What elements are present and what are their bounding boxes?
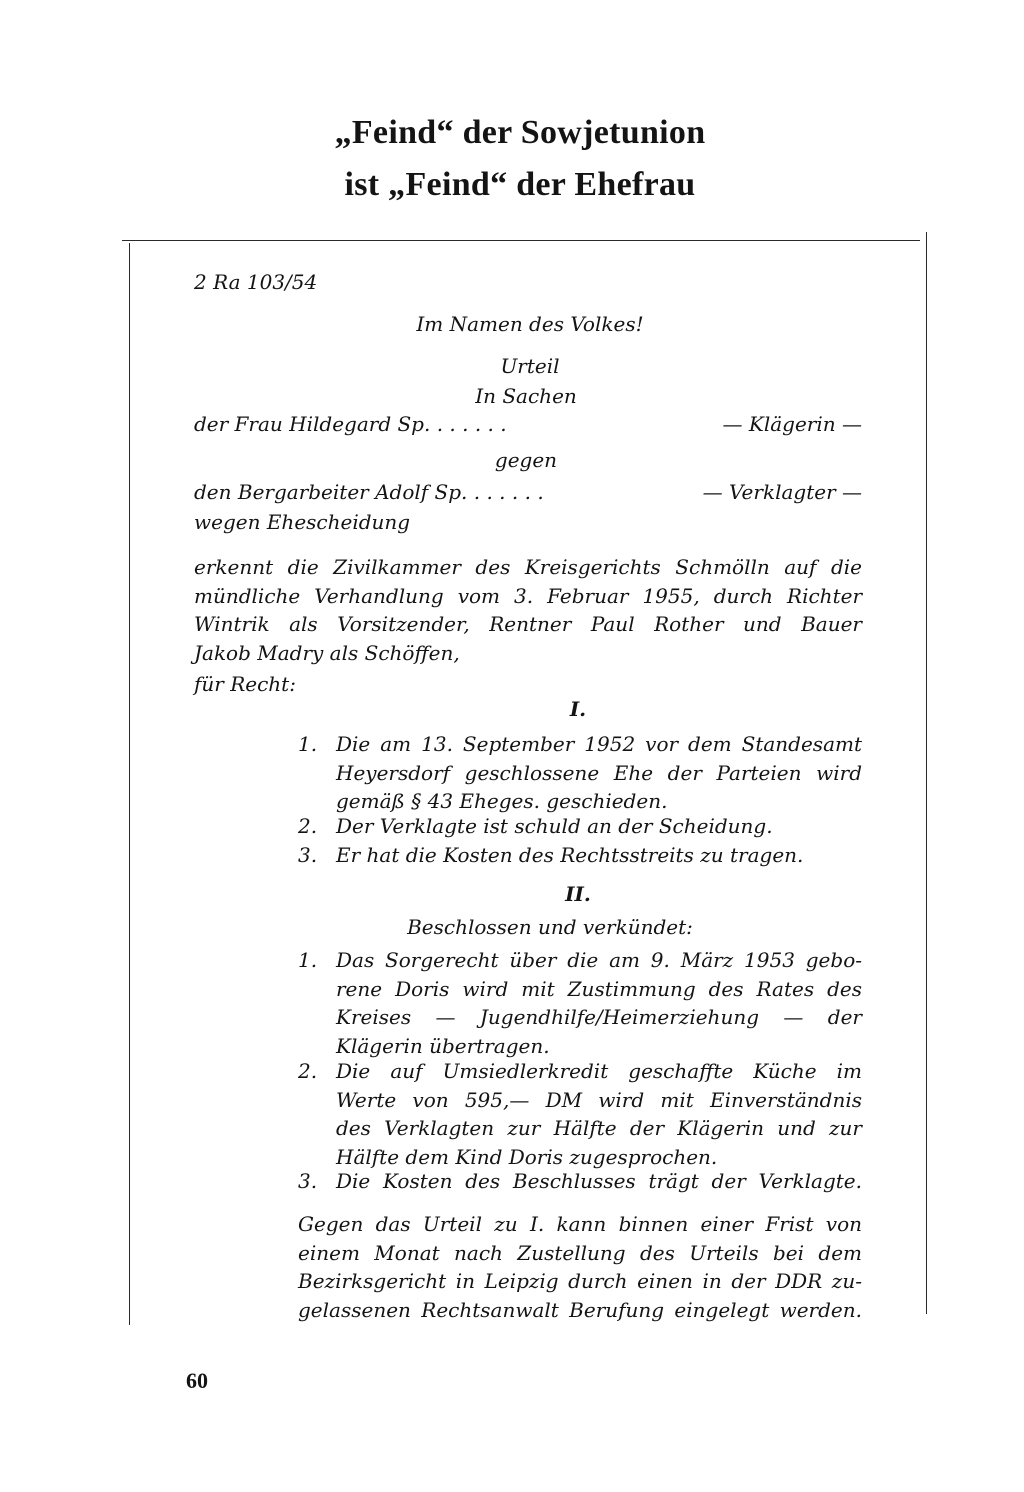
verdict-heading: Im Namen des Volkes! xyxy=(416,312,644,336)
urteil-label: Urteil xyxy=(500,354,560,378)
case-number: 2 Ra 103/54 xyxy=(194,270,318,294)
intro-paragraph xyxy=(194,553,862,667)
section-1-item-number: 1. xyxy=(298,732,318,756)
box-border-right xyxy=(926,232,927,1314)
wegen-label: wegen Ehescheidung xyxy=(194,510,411,534)
section-1-item-number: 2. xyxy=(298,814,318,838)
intro-line: mündliche Verhandlung vom 3. Februar 1955, durch Richter xyxy=(194,583,862,608)
section-1-item-text: Die am 13. September 1952 vor dem Standesamt Heyersdorf geschlossene Ehe der Parteien wird gemäß § 43 Eheges. geschieden. xyxy=(336,732,862,813)
section-2-item-number: 3. xyxy=(298,1169,318,1193)
section-2-item-text: Die Kosten des Beschlusses trägt der Verklagte. xyxy=(336,1169,862,1193)
party-defendant-role: — Verklagter — xyxy=(702,480,862,504)
page-title-line-2: ist „Feind“ der Ehefrau xyxy=(344,166,696,203)
appeal-line: Bezirksgericht in Leipzig durch einen in der DDR zu- xyxy=(298,1269,862,1293)
section-1-item-text: Der Verklagte ist schuld an der Scheidung. xyxy=(336,814,773,838)
section-2-heading: Beschlossen und verkündet: xyxy=(407,915,693,939)
fuer-recht-label: für Recht: xyxy=(194,672,296,696)
party-defendant: den Bergarbeiter Adolf Sp. . . . . . . xyxy=(194,480,544,504)
party-plaintiff: der Frau Hildegard Sp. . . . . . . xyxy=(194,412,507,436)
appeal-paragraph xyxy=(298,1210,862,1324)
section-2-item-text: Die auf Umsiedlerkredit geschaffte Küche im Werte von 595,— DM wird mit Einverständnis des Verklagten zur Hälfte der Klägerin und zur Hälfte dem Kind Doris zugesprochen. xyxy=(336,1059,862,1169)
box-border-top xyxy=(122,240,920,241)
section-1-label: I. xyxy=(569,697,587,721)
section-2-label: II. xyxy=(565,882,591,906)
section-1-item-text: Er hat die Kosten des Rechtsstreits zu tragen. xyxy=(336,843,804,867)
intro-line: Wintrik als Vorsitzender, Rentner Paul Rother und Bauer xyxy=(194,612,862,636)
intro-line: Jakob Madry als Schöffen, xyxy=(194,640,460,665)
appeal-line: gelassenen Rechtsanwalt Berufung eingelegt werden. xyxy=(298,1297,862,1322)
intro-line: erkennt die Zivilkammer des Kreisgerichts Schmölln auf die xyxy=(194,555,862,579)
in-sachen-label: In Sachen xyxy=(475,384,577,408)
section-2-item-text: Das Sorgerecht über die am 9. März 1953 gebo- rene Doris wird mit Zustimmung des Rates des Kreises — Jugendhilfe/Heimerziehung — der Klägerin übertragen. xyxy=(336,948,862,1058)
page-title-line-1: „Feind“ der Sowjetunion xyxy=(334,114,706,151)
page-number: 60 xyxy=(186,1368,208,1393)
section-1-item-number: 3. xyxy=(298,843,318,867)
box-border-left xyxy=(129,243,130,1325)
appeal-line: Gegen das Urteil zu I. kann binnen einer Frist von xyxy=(298,1212,862,1236)
appeal-line: einem Monat nach Zustellung des Urteils bei dem xyxy=(298,1240,862,1265)
gegen-label: gegen xyxy=(494,448,558,472)
party-plaintiff-role: — Klägerin — xyxy=(722,412,862,436)
section-2-item-number: 2. xyxy=(298,1059,318,1083)
section-2-item-number: 1. xyxy=(298,948,318,972)
